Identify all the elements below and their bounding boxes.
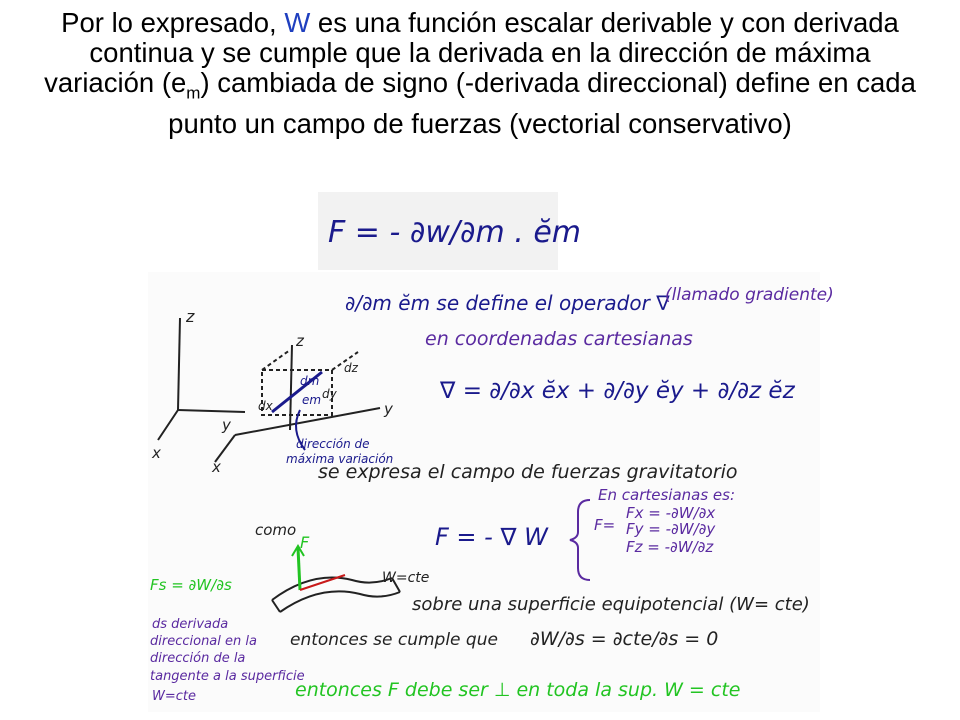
formula-box-text: F = - ∂w/∂m . ĕm [328, 215, 582, 250]
derivative-zero: ∂W/∂s = ∂cte/∂s = 0 [530, 628, 719, 650]
axis-x-inner: x [212, 458, 221, 476]
box-em-label: em [302, 393, 322, 407]
ds-note-line5: W=cte [152, 689, 196, 704]
gradient-note: (llamado gradiente) [665, 285, 834, 305]
field-intro: se expresa el campo de fuerzas gravitatorio [318, 461, 738, 483]
axis-y-outer: y [222, 416, 231, 434]
ds-note-line3: dirección de la [150, 651, 246, 666]
then-holds: entonces se cumple que [290, 630, 498, 650]
box-dz-label: dz [344, 361, 358, 375]
ds-note-line2: direccional en la [150, 634, 257, 649]
axis-y-inner: y [384, 400, 393, 418]
subscript-m: m [186, 83, 201, 103]
f-equals-label: F= [594, 516, 616, 534]
axis-z-inner: z [296, 332, 304, 350]
w-cte-curve-label: W=cte [382, 570, 430, 586]
field-formula: F = - ∇ W [435, 523, 548, 551]
ds-note-line4: tangente a la superficie [150, 669, 305, 684]
w-symbol: W [284, 7, 311, 38]
cartesian-components-title: En cartesianas es: [598, 486, 736, 504]
conclusion-note: entonces F debe ser ⊥ en toda la sup. W = cte [295, 679, 741, 701]
operator-definition: ∂/∂m ĕm se define el operador ∇ [345, 291, 670, 315]
box-dy-label: dy [322, 387, 337, 401]
fz-component: Fz = -∂W/∂z [626, 538, 714, 556]
box-dx-label: dx [258, 399, 273, 413]
axis-z-outer: z [186, 307, 195, 326]
nabla-definition: ∇ = ∂/∂x ĕx + ∂/∂y ĕy + ∂/∂z ĕz [440, 378, 795, 404]
axis-x-outer: x [152, 444, 161, 462]
ds-note-line1: ds derivada [152, 617, 229, 632]
heading-part1: Por lo expresado, [61, 7, 285, 38]
fy-component: Fy = -∂W/∂y [626, 520, 716, 538]
fx-component: Fx = -∂W/∂x [626, 504, 716, 522]
max-variation-label-2: máxima variación [286, 452, 394, 466]
como-label: como [255, 521, 297, 539]
max-variation-label-1: dirección de [296, 437, 370, 451]
equipotential-note: sobre una superficie equipotencial (W= cte) [412, 594, 810, 615]
heading-part2: es una función escalar derivable y con derivada continua y se cumple que la derivada en la dirección de máxima variación (e [44, 7, 899, 98]
f-vector-label: F [300, 533, 310, 552]
fs-formula: Fs = ∂W/∂s [150, 576, 232, 594]
box-dm-label: dm [300, 374, 320, 388]
heading-part3: ) cambiada de signo (-derivada direccional) define en cada punto un campo de fuerzas (vectorial conservativo) [168, 67, 916, 139]
cartesian-intro: en coordenadas cartesianas [425, 328, 693, 350]
